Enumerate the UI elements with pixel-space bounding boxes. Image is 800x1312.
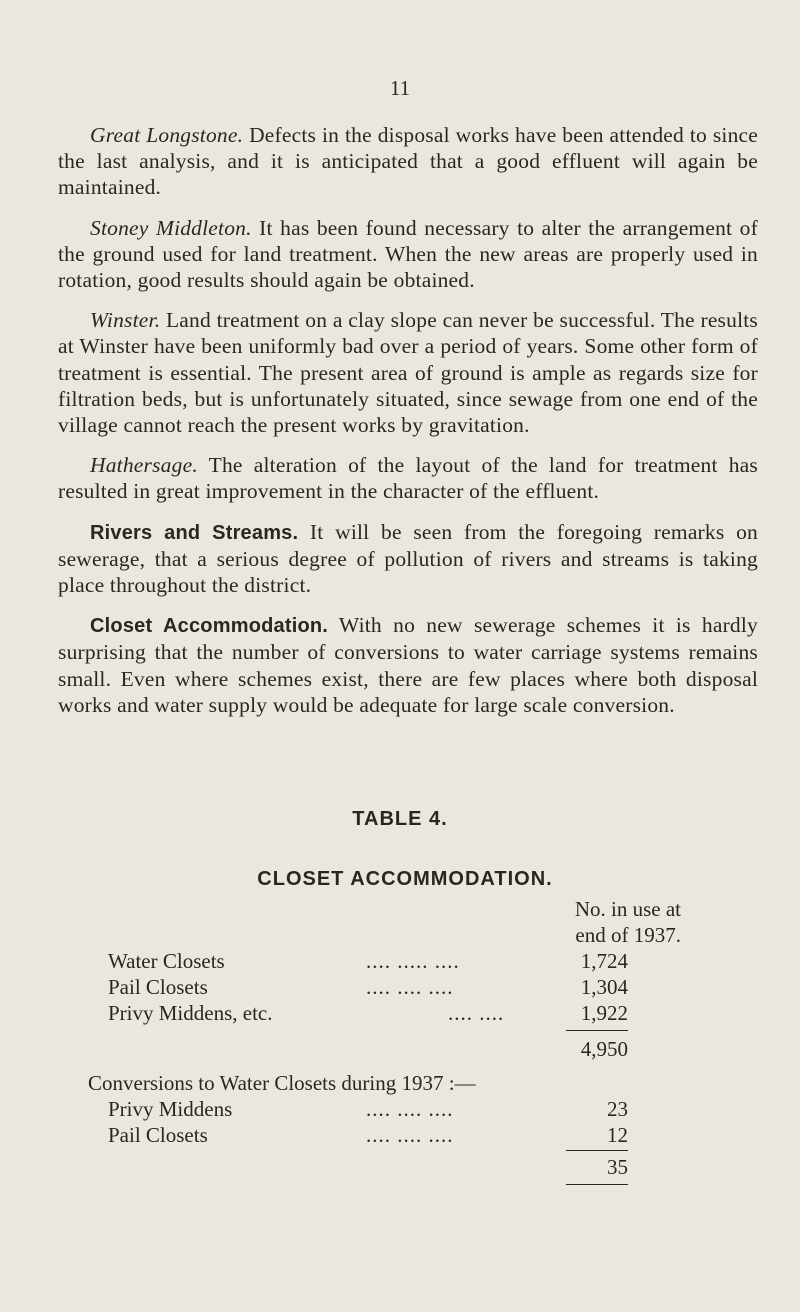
table-row <box>108 1096 628 1122</box>
row-label: Privy Middens, etc. <box>108 1001 273 1025</box>
row-label: Water Closets <box>108 949 225 973</box>
page-number: 11 <box>389 76 411 100</box>
column-header-line: No. in use at <box>574 897 681 921</box>
paragraph-heading: Closet Accommodation. <box>90 615 329 638</box>
paragraph-text: Land treatment on a clay slope can never be successful. The results at Winster have been uniformly bad over a period of years. Some other form of treatment is essential. The present area of ground is ample as regards size for filtration beds, but is unfortunately situated, since sewage from one end of the village cannot reach the present works by gravitation. <box>58 308 758 438</box>
paragraph-winster <box>58 307 758 438</box>
paragraph-closet-accommodation <box>58 612 758 718</box>
body-text <box>58 122 758 732</box>
conversions-total: 35 <box>607 1155 628 1179</box>
table-total: 4,950 <box>580 1037 628 1061</box>
row-value: 1,724 <box>580 949 628 973</box>
paragraph-heading: Stoney Middleton. <box>90 215 252 240</box>
conversions-total-underline <box>566 1184 628 1185</box>
paragraph-heading: Rivers and Streams. <box>90 521 299 544</box>
paragraph-text: It has been found necessary to alter the arrangement of the ground used for land treatment. When the new areas are properly used in rotation, good results should again be obtained. <box>58 215 758 293</box>
table-row <box>108 1122 628 1148</box>
table-subtitle: CLOSET ACCOMMODATION. <box>257 868 553 890</box>
row-value: 1,922 <box>580 1001 628 1025</box>
column-header-line: end of 1937. <box>575 923 681 947</box>
paragraph-heading: Great Longstone. <box>90 123 244 147</box>
paragraph-stoney-middleton <box>58 215 758 294</box>
column-header <box>481 896 681 948</box>
row-label: Privy Middens <box>108 1097 233 1121</box>
leader-dots: .... ..... .... <box>366 949 460 973</box>
paragraph-hathersage <box>58 452 758 504</box>
leader-dots: .... .... .... <box>366 975 454 999</box>
table-row <box>108 948 628 974</box>
table-row <box>108 974 628 1000</box>
paragraph-heading: Winster. <box>90 308 161 333</box>
leader-dots: .... .... .... <box>366 1097 454 1121</box>
paragraph-text: It will be seen from the foregoing remarks on sewerage, that a serious degree of pollution of rivers and streams is taking place throughout the district. <box>58 519 758 598</box>
leader-dots: .... .... <box>448 1001 505 1025</box>
paragraph-rivers-and-streams <box>58 519 758 599</box>
paragraph-heading: Hathersage. <box>90 453 198 478</box>
row-value: 1,304 <box>580 975 628 999</box>
row-label: Pail Closets <box>108 975 208 999</box>
conversions-heading: Conversions to Water Closets during 1937 :— <box>88 1071 476 1095</box>
table-row <box>108 1000 628 1026</box>
conversions-total-rule <box>566 1150 628 1151</box>
leader-dots: .... .... .... <box>366 1123 454 1147</box>
paragraph-text: Defects in the disposal works have been attended to since the last analysis, and it is anticipated that a good effluent will again be maintained. <box>58 123 759 200</box>
total-rule <box>566 1030 628 1031</box>
paragraph-text: The alteration of the layout of the land for treatment has resulted in great improvement in the character of the effluent. <box>58 453 758 504</box>
paragraph-great-longstone <box>58 122 758 201</box>
table-title: TABLE 4. <box>352 808 448 830</box>
row-value: 12 <box>607 1123 628 1147</box>
row-value: 23 <box>607 1097 628 1121</box>
row-label: Pail Closets <box>108 1123 208 1147</box>
paragraph-text: With no new sewerage schemes it is hardly surprising that the number of conversions to water carriage systems remains small. Even where schemes exist, there are few places where both disposal works and water supply would be adequate for large scale conversion. <box>58 613 759 717</box>
